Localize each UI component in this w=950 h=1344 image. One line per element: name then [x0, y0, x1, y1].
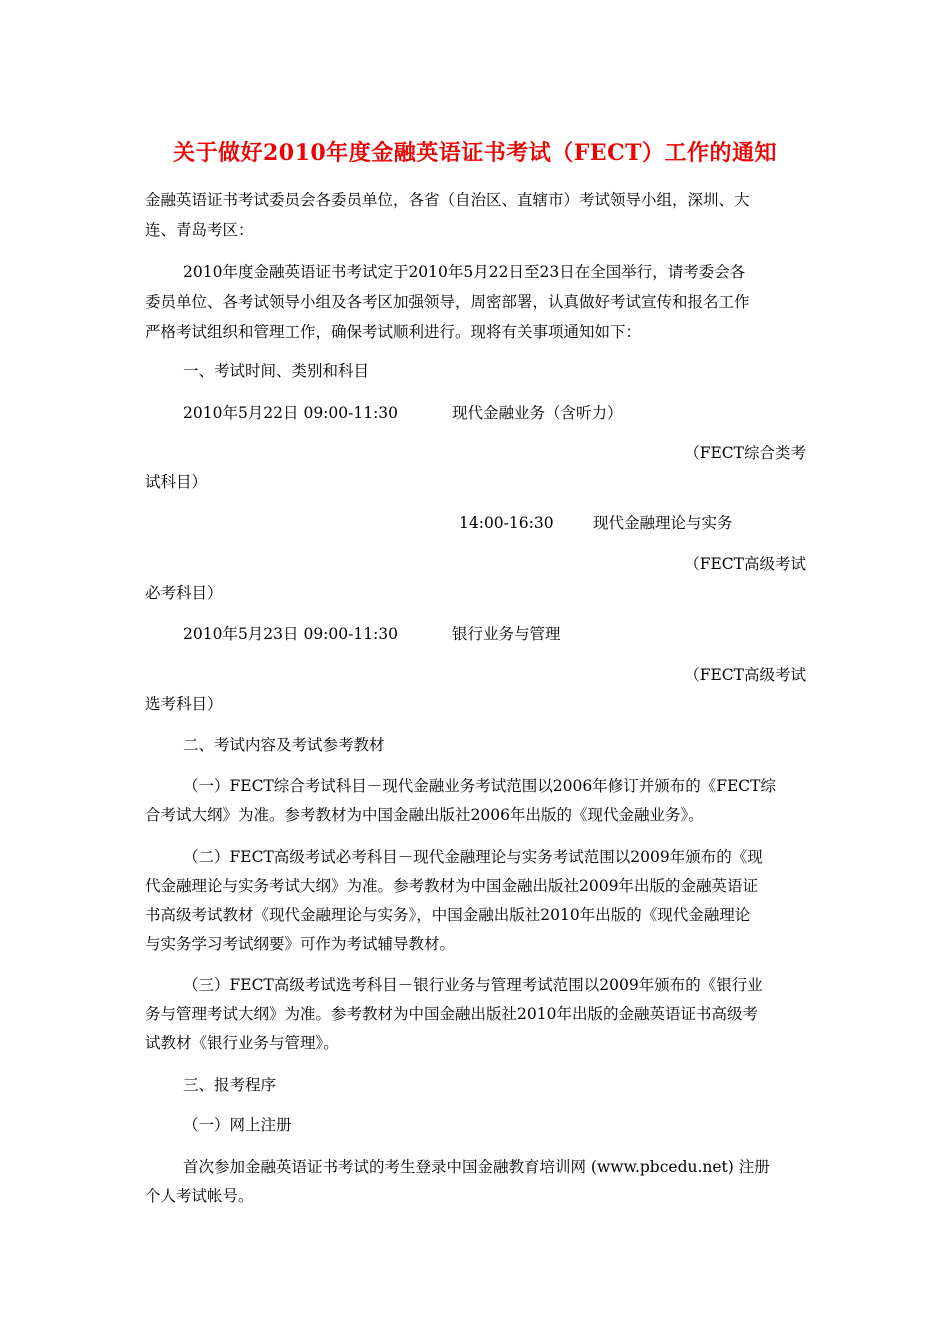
document-title: 关于做好2010年度金融英语证书考试（FECT）工作的通知 — [172, 140, 777, 166]
schedule-1-subject: 现代金融业务（含听力） — [452, 404, 623, 422]
section-2-item-3-line-2: 务与管理考试大纲》为准。参考教材为中国金融出版社2010年出版的金融英语证书高级考 — [145, 1005, 758, 1023]
section-2-item-3-line-1: （三）FECT高级考试选考科目－银行业务与管理考试范围以2009年颁布的《银行业 — [183, 976, 763, 994]
schedule-3-date-time: 2010年5月23日 09:00-11:30 — [183, 625, 399, 643]
section-2-item-2-line-4: 与实务学习考试纲要》可作为考试辅导教材。 — [145, 935, 456, 953]
intro-line-1: 2010年度金融英语证书考试定于2010年5月22日至23日在全国举行，请考委会各 — [183, 263, 746, 281]
schedule-3-category-cont: 选考科目） — [145, 695, 223, 713]
schedule-2-time: 14:00-16:30 — [459, 514, 554, 532]
intro-line-3: 严格考试组织和管理工作，确保考试顺利进行。现将有关事项通知如下： — [145, 323, 642, 341]
section-2-item-2-line-1: （二）FECT高级考试必考科目－现代金融理论与实务考试范围以2009年颁布的《现 — [183, 848, 763, 866]
section-2-item-3-line-3: 试教材《银行业务与管理》。 — [145, 1034, 339, 1052]
schedule-1-category-cont: 试科目） — [145, 473, 208, 491]
section-2-heading: 二、考试内容及考试参考教材 — [183, 736, 385, 754]
section-3-heading: 三、报考程序 — [183, 1076, 277, 1094]
section-3-sub-1-line-1: 首次参加金融英语证书考试的考生登录中国金融教育培训网 (www.pbcedu.net) 注册 — [183, 1158, 770, 1176]
schedule-3-category: （FECT高级考试 — [684, 666, 806, 684]
salutation-line-1: 金融英语证书考试委员会各委员单位，各省（自治区、直辖市）考试领导小组，深圳、大 — [145, 191, 750, 209]
section-2-item-2-line-3: 书高级考试教材《现代金融理论与实务》，中国金融出版社2010年出版的《现代金融理论 — [145, 906, 751, 924]
section-3-sub-1-line-2: 个人考试帐号。 — [145, 1187, 254, 1205]
section-1-heading: 一、考试时间、类别和科目 — [183, 362, 370, 380]
section-2-item-1-line-1: （一）FECT综合考试科目－现代金融业务考试范围以2006年修订并颁布的《FECT综 — [183, 777, 776, 795]
schedule-1-category: （FECT综合类考 — [684, 444, 806, 462]
salutation-line-2: 连、青岛考区： — [145, 221, 254, 239]
schedule-2-subject: 现代金融理论与实务 — [593, 514, 733, 532]
schedule-3-subject: 银行业务与管理 — [452, 625, 561, 643]
section-2-item-2-line-2: 代金融理论与实务考试大纲》为准。参考教材为中国金融出版社2009年出版的金融英语证 — [145, 877, 758, 895]
section-3-sub-1-heading: （一）网上注册 — [183, 1116, 292, 1134]
schedule-2-category: （FECT高级考试 — [684, 555, 806, 573]
schedule-1-date-time: 2010年5月22日 09:00-11:30 — [183, 404, 399, 422]
intro-line-2: 委员单位、各考试领导小组及各考区加强领导，周密部署，认真做好考试宣传和报名工作 — [145, 293, 750, 311]
schedule-2-category-cont: 必考科目） — [145, 584, 223, 602]
section-2-item-1-line-2: 合考试大纲》为准。参考教材为中国金融出版社2006年出版的《现代金融业务》。 — [145, 806, 704, 824]
